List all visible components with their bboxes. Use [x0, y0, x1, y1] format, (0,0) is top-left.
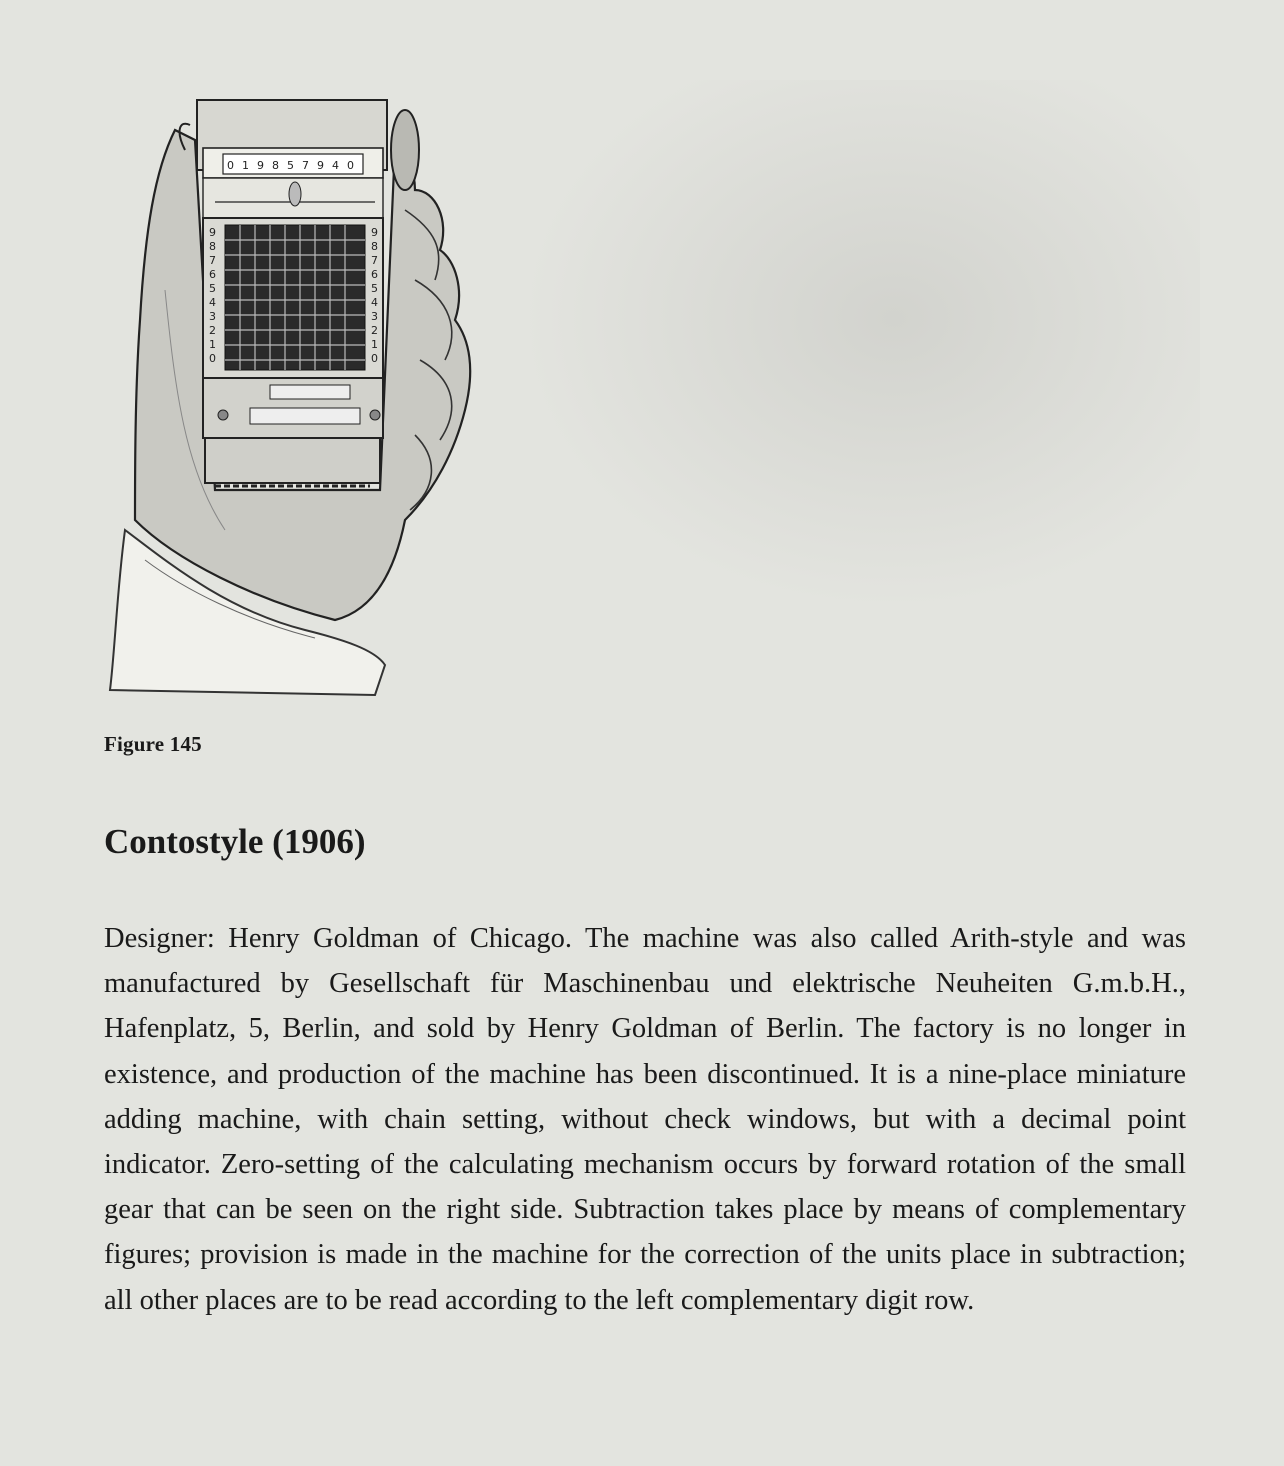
svg-text:3: 3 [209, 310, 216, 323]
dial-digit: 8 [272, 159, 279, 172]
figure-caption: Figure 145 [104, 732, 202, 756]
svg-text:1: 1 [371, 338, 378, 351]
right-digit-scale [371, 226, 378, 365]
figure-illustration [105, 90, 505, 700]
svg-text:4: 4 [371, 296, 378, 309]
svg-text:2: 2 [371, 324, 378, 337]
paragraph-text: Designer: Henry Goldman of Chicago. The machine was also called Arith-style and was manufactured by Gesellschaft für Maschinenbau und elektrische Neuheiten G.m.b.H., Hafenplatz, 5, Berlin, and sold by Henry Goldman of Berlin. The factory is no longer in existence, and production of the machine has been discontinued. It is a nine-place miniature adding machine, with chain setting, without check windows, but with a decimal point indicator. Zero-setting of the calculating mechanism occurs by forward rotation of the small gear that can be seen on the right side. Subtraction takes place by means of complementary figures; provision is made in the machine for the correction of the units place in subtraction; all other places are to be read according to the left complementary digit row. [104, 923, 1186, 1316]
svg-text:7: 7 [371, 254, 378, 267]
svg-text:8: 8 [209, 240, 216, 253]
svg-text:0: 0 [371, 352, 378, 365]
svg-text:2: 2 [209, 324, 216, 337]
dial-digit: 1 [242, 159, 249, 172]
svg-text:4: 4 [209, 296, 216, 309]
svg-text:6: 6 [371, 268, 378, 281]
dial-digit: 4 [332, 159, 339, 172]
dial-digit: 9 [257, 159, 264, 172]
svg-text:1: 1 [209, 338, 216, 351]
svg-text:5: 5 [209, 282, 216, 295]
body-paragraph [104, 916, 1186, 1323]
reset-gear [391, 110, 419, 190]
svg-text:9: 9 [371, 226, 378, 239]
result-dial-row [223, 154, 363, 174]
keyboard-grid [225, 225, 365, 370]
dial-digit: 0 [347, 159, 354, 172]
bleed-through-shadow [520, 80, 1200, 610]
dial-digit: 0 [227, 159, 234, 172]
svg-text:9: 9 [209, 226, 216, 239]
section-heading: Contostyle (1906) [104, 822, 366, 861]
left-digit-scale [209, 226, 216, 365]
svg-text:6: 6 [209, 268, 216, 281]
svg-text:3: 3 [371, 310, 378, 323]
dial-digit: 5 [287, 159, 294, 172]
svg-text:5: 5 [371, 282, 378, 295]
dial-digit: 7 [302, 159, 309, 172]
dial-digit: 9 [317, 159, 324, 172]
svg-text:8: 8 [371, 240, 378, 253]
svg-text:7: 7 [209, 254, 216, 267]
svg-text:0: 0 [209, 352, 216, 365]
